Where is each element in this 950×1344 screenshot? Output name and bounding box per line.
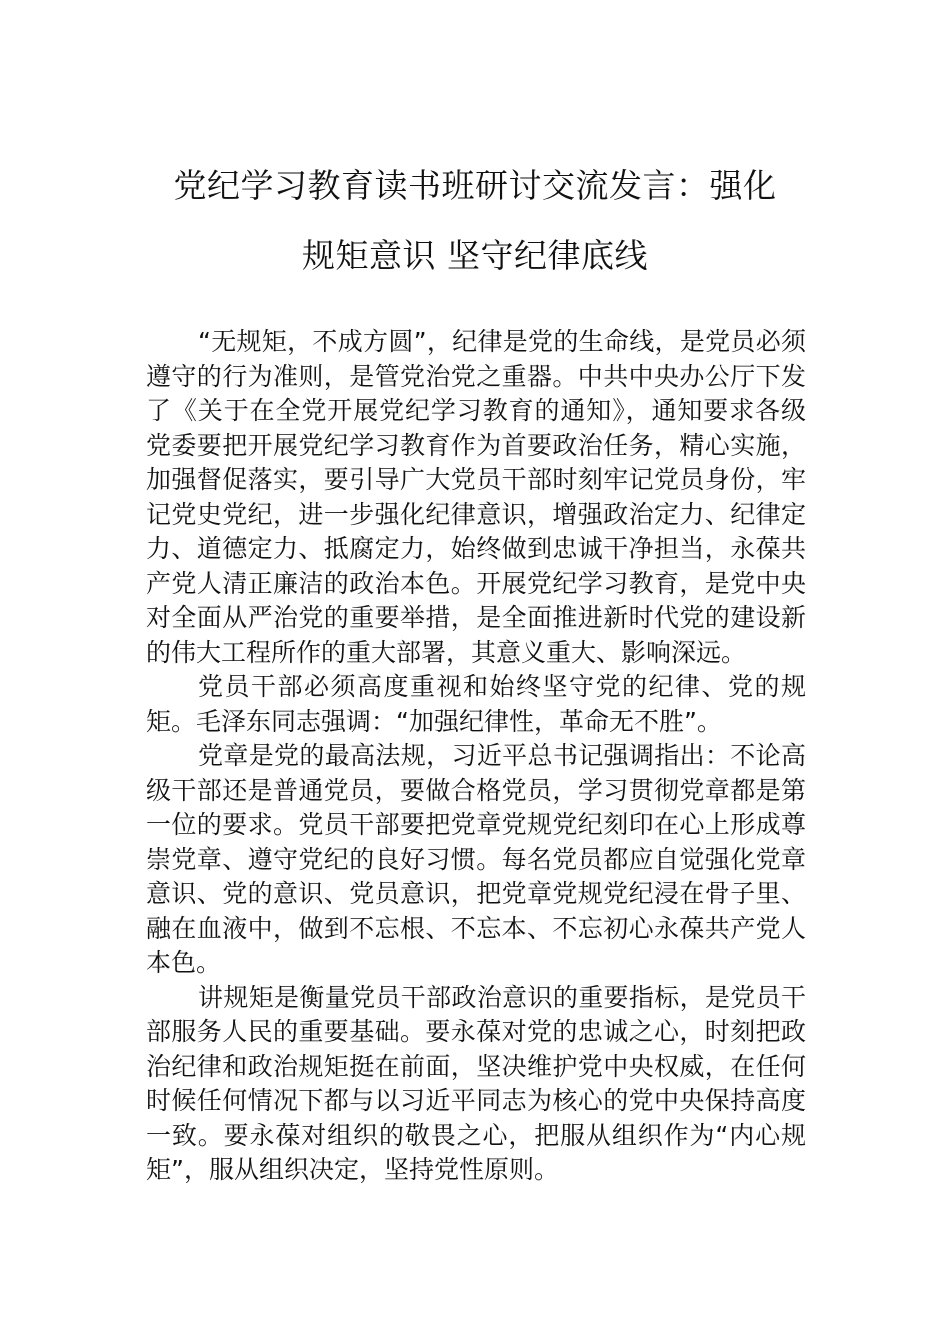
document-body (146, 325, 806, 1188)
paragraph-2: 党员干部必须高度重视和始终坚守党的纪律、党的规矩。毛泽东同志强调：“加强纪律性，革命无不胜”。 (146, 672, 806, 736)
document-title-line-1: 党纪学习教育读书班研讨交流发言：强化 (173, 166, 777, 205)
document-title-line-2: 规矩意识 坚守纪律底线 (302, 236, 648, 275)
paragraph-1: “无规矩，不成方圆”，纪律是党的生命线，是党员必须遵守的行为准则，是管党治党之重器。中共中央办公厅下发了《关于在全党开展党纪学习教育的通知》，通知要求各级党委要把开展党纪学习教育作为首要政治任务，精心实施，加强督促落实，要引导广大党员干部时刻牢记党员身份，牢记党史党纪，进一步强化纪律意识，增强政治定力、纪律定力、道德定力、抵腐定力，始终做到忠诚干净担当，永葆共产党人清正廉洁的政治本色。开展党纪学习教育，是党中央对全面从严治党的重要举措，是全面推进新时代党的建设新的伟大工程所作的重大部署，其意义重大、影响深远。 (146, 327, 806, 667)
paragraph-4: 讲规矩是衡量党员干部政治意识的重要指标，是党员干部服务人民的重要基础。要永葆对党的忠诚之心，时刻把政治纪律和政治规矩挺在前面，坚决维护党中央权威，在任何时候任何情况下都与以习近平同志为核心的党中央保持高度一致。要永葆对组织的敬畏之心，把服从组织作为“内心规矩”，服从组织决定，坚持党性原则。 (146, 982, 806, 1184)
paragraph-3: 党章是党的最高法规，习近平总书记强调指出：不论高级干部还是普通党员，要做合格党员，学习贯彻党章都是第一位的要求。党员干部要把党章党规党纪刻印在心上形成尊崇党章、遵守党纪的良好习惯。每名党员都应自觉强化党章意识、党的意识、党员意识，把党章党规党纪浸在骨子里、融在血液中，做到不忘根、不忘本、不忘初心永葆共产党人本色。 (146, 741, 806, 977)
